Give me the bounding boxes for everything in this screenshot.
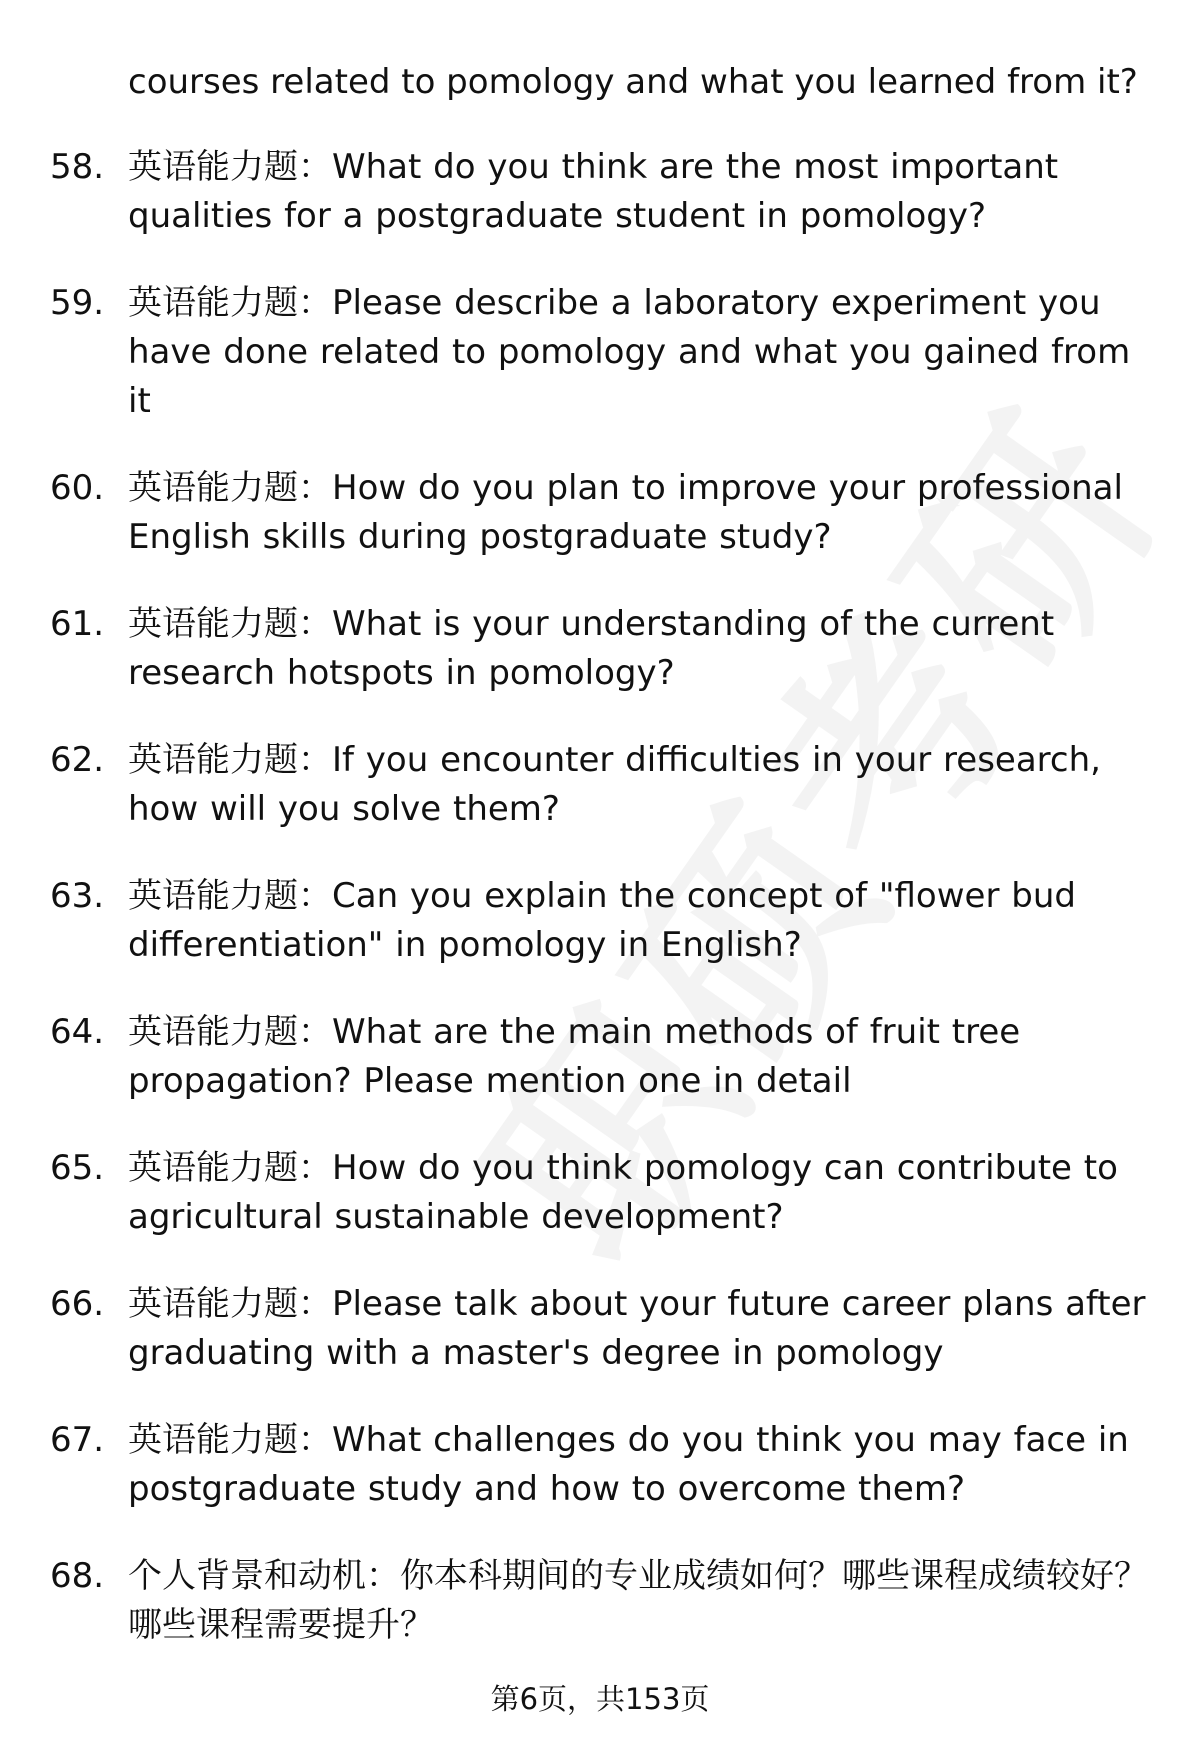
question-item (50, 1416, 1160, 1514)
question-text: Please talk about your future career plans after graduating with a master's degree in pomology (128, 1284, 1146, 1373)
question-prefix: 英语能力题： (128, 1284, 332, 1324)
question-item (50, 1552, 1160, 1650)
question-prefix: 英语能力题： (128, 876, 332, 916)
question-list (50, 58, 1160, 1688)
question-text: What challenges do you think you may face in postgraduate study and how to overcome them? (128, 1420, 1129, 1509)
question-prefix: 英语能力题： (128, 468, 332, 508)
question-text: What is your understanding of the current research hotspots in pomology? (128, 604, 1055, 693)
question-item (50, 1280, 1160, 1378)
question-item (50, 736, 1160, 834)
question-item (50, 279, 1160, 426)
question-text: Can you explain the concept of "flower bud differentiation" in pomology in English? (128, 876, 1076, 965)
question-number: 59. (50, 283, 105, 323)
question-number: 58. (50, 147, 105, 187)
question-number: 67. (50, 1420, 105, 1460)
question-number: 68. (50, 1556, 105, 1596)
continuation-text: courses related to pomology and what you learned from it? (128, 62, 1138, 102)
question-text: How do you think pomology can contribute to agricultural sustainable development? (128, 1148, 1118, 1237)
question-prefix: 个人背景和动机： (128, 1556, 400, 1596)
question-text: How do you plan to improve your professional English skills during postgraduate study? (128, 468, 1123, 557)
question-number: 63. (50, 876, 105, 916)
question-prefix: 英语能力题： (128, 283, 332, 323)
question-prefix: 英语能力题： (128, 740, 332, 780)
question-item (50, 872, 1160, 970)
question-text: Please describe a laboratory experiment you have done related to pomology and what you gained from it (128, 283, 1131, 421)
question-item (50, 600, 1160, 698)
question-prefix: 英语能力题： (128, 147, 332, 187)
question-number: 65. (50, 1148, 105, 1188)
question-number: 66. (50, 1284, 105, 1324)
question-text: If you encounter difficulties in your research, how will you solve them? (128, 740, 1101, 829)
question-text: What are the main methods of fruit tree propagation? Please mention one in detail (128, 1012, 1021, 1101)
question-prefix: 英语能力题： (128, 1420, 332, 1460)
question-prefix: 英语能力题： (128, 1148, 332, 1188)
page-footer: 第6页，共153页 (490, 1682, 710, 1716)
question-item (50, 1144, 1160, 1242)
question-prefix: 英语能力题： (128, 1012, 332, 1052)
question-item (50, 1008, 1160, 1106)
question-number: 60. (50, 468, 105, 508)
question-item (50, 143, 1160, 241)
question-item (50, 464, 1160, 562)
question-prefix: 英语能力题： (128, 604, 332, 644)
question-number: 64. (50, 1012, 105, 1052)
question-text: 你本科期间的专业成绩如何？哪些课程成绩较好？哪些课程需要提升？ (128, 1556, 1148, 1645)
question-text: What do you think are the most important qualities for a postgraduate student in pomology? (128, 147, 1059, 236)
question-continuation (50, 58, 1160, 107)
question-number: 62. (50, 740, 105, 780)
question-number: 61. (50, 604, 105, 644)
